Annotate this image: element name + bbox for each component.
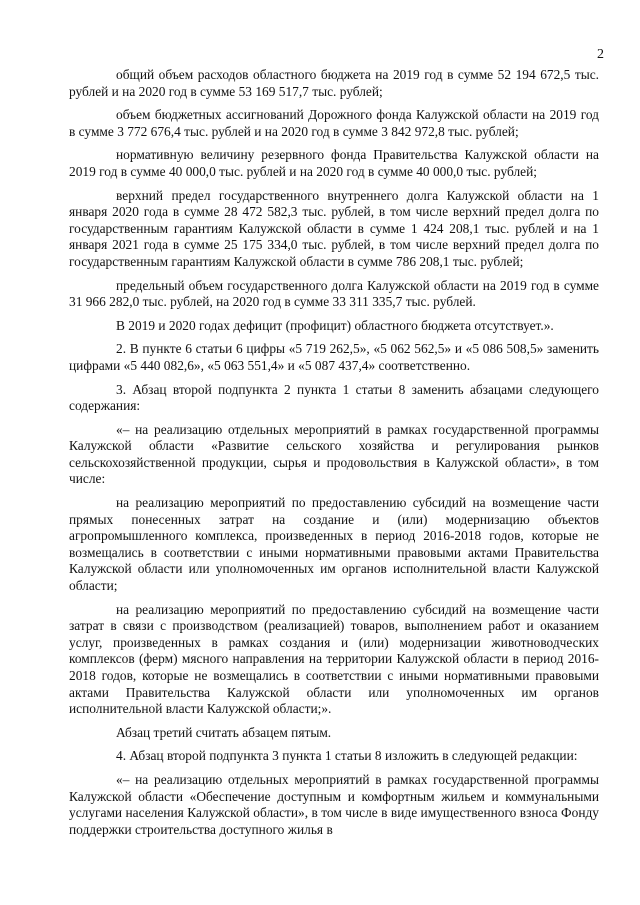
- paragraph-item-4: 4. Абзац второй подпункта 3 пункта 1 статьи 8 изложить в следующей редакции:: [116, 748, 578, 764]
- paragraph-livestock-subsidies: на реализацию мероприятий по предоставлению субсидий на возмещение части затрат в связи с производством (реализацией) товаров, выполнением работ и оказанием услуг, произведенных в рамках создания и (или) модернизации животноводческих комплексов (ферм) мясного направления на территории Калужской области в период 2016-2018 годов, которые не возмещались в соответствии с иными нормативными правовыми актами Правительства Калужской области или уполномоченных им органов исполнительной власти Калужской области;».: [69, 601, 599, 717]
- paragraph-item-3: 3. Абзац второй подпункта 2 пункта 1 статьи 8 заменить абзацами следующего содержания:: [69, 381, 599, 414]
- paragraph-renumbering: Абзац третий считать абзацем пятым.: [116, 724, 332, 740]
- paragraph-debt-max-volume: предельный объем государственного долга Калужской области на 2019 год в сумме 31 966 282,0 тыс. рублей, на 2020 год в сумме 33 311 335,7 тыс. рублей.: [69, 277, 599, 310]
- page-number: 2: [597, 47, 604, 62]
- paragraph-debt-upper-limit: верхний предел государственного внутреннего долга Калужской области на 1 января 2020 года в сумме 28 472 582,3 тыс. рублей, в том числе верхний предел долга по государственным гарантиям Калужской области в сумме 1 424 208,1 тыс. рублей и на 1 января 2021 года в сумме 25 175 334,0 тыс. рублей, в том числе верхний предел долга по государственным гарантиям Калужской области в сумме 786 208,1 тыс. рублей;: [69, 187, 599, 269]
- document-body: [69, 67, 599, 845]
- paragraph-road-fund: объем бюджетных ассигнований Дорожного фонда Калужской области на 2019 год в сумме 3 772 676,4 тыс. рублей и на 2020 год в сумме 3 842 972,8 тыс. рублей;: [69, 107, 599, 139]
- paragraph-agriculture-program: «– на реализацию отдельных мероприятий в рамках государственной программы Калужской области «Развитие сельского хозяйства и регулирования рынков сельскохозяйственной продукции, сырья и продовольствия в Калужской области», в том числе:: [69, 421, 599, 487]
- paragraph-reserve-fund: нормативную величину резервного фонда Правительства Калужской области на 2019 год в сумме 40 000,0 тыс. рублей и на 2020 год в сумме 40 000,0 тыс. рублей;: [69, 147, 599, 179]
- paragraph-total-expenditures: общий объем расходов областного бюджета на 2019 год в сумме 52 194 672,5 тыс. рублей и на 2020 год в сумме 53 169 517,7 тыс. рублей;: [69, 67, 599, 99]
- paragraph-item-2: 2. В пункте 6 статьи 6 цифры «5 719 262,5», «5 062 562,5» и «5 086 508,5» заменить цифрами «5 440 082,6», «5 063 551,4» и «5 087 437,4» соответственно.: [69, 341, 599, 373]
- paragraph-agro-subsidies: на реализацию мероприятий по предоставлению субсидий на возмещение части прямых понесенных затрат на создание и (или) модернизацию объектов агропромышленного комплекса, произведенных в период 2016-2018 годов, которые не возмещались в соответствии с иными нормативными правовыми актами Правительства Калужской области или уполномоченных им органов исполнительной власти Калужской области;: [69, 495, 599, 594]
- paragraph-deficit: В 2019 и 2020 годах дефицит (профицит) областного бюджета отсутствует.».: [116, 317, 554, 333]
- paragraph-housing-program: «– на реализацию отдельных мероприятий в рамках государственной программы Калужской области «Обеспечение доступным и комфортным жильем и коммунальными услугами населения Калужской области», в том числе в виде имущественного взноса Фонду поддержки строительства доступного жилья в: [69, 771, 599, 837]
